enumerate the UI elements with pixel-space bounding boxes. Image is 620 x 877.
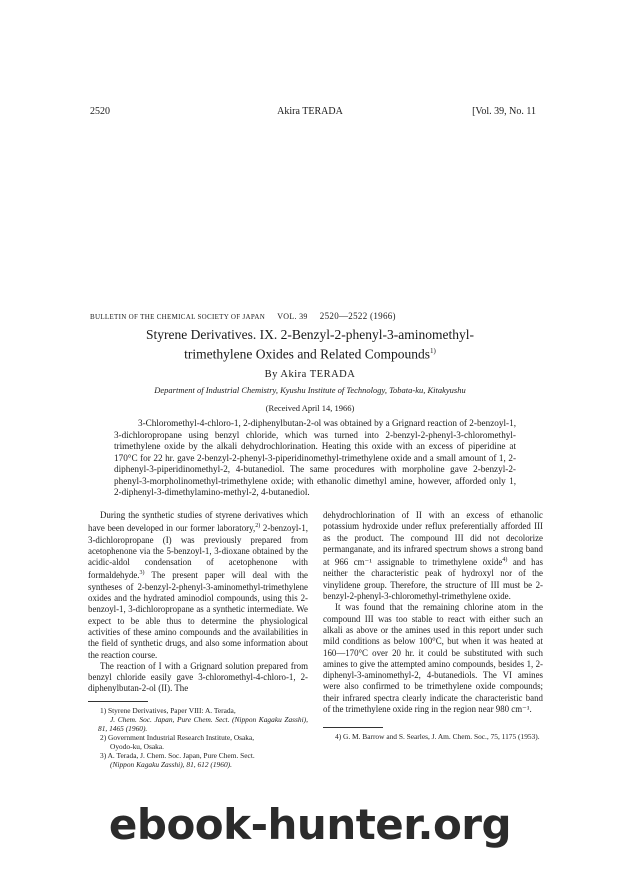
abstract: 3-Chloromethyl-4-chloro-1, 2-diphenylbutan-2-ol was obtained by a Grignard reaction of 2-benzoyl-1, 3-dichloropropane using benzyl chloride, which was turned into 2-benzyl-2-phenyl-3-chloromethyl-trimethylene oxide by the alkali dehydrochlorination. Heating this oxide with an excess of piperidine at 170°C for 22 hr. gave 2-benzyl-2-phenyl-3-piperidinomethyl-trimethylene oxide and a small amount of 1, 2-diphenyl-3-piperidinomethyl-2, 4-butanediol. The same procedures with morpholine gave 2-benzyl-2-phenyl-3-morpholinomethyl-trimethylene oxide; with ethanolic dimethyl amine, however, afforded only 1, 2-diphenyl-3-dimethylamino-methyl-2, 4-butanediol. (114, 418, 516, 497)
footnote-2-a: 2) Government Industrial Research Institute, Osaka, (100, 732, 255, 742)
footnote-1-a: 1) Styrene Derivatives, Paper VIII: A. Terada, (100, 705, 236, 715)
footnote-3-a: 3) A. Terada, J. Chem. Soc. Japan, Pure Chem. Sect. (100, 750, 255, 760)
affiliation: Department of Industrial Chemistry, Kyushu Institute of Technology, Tobata-ku, Kitakyushu (154, 385, 466, 395)
title-footnote-mark: 1) (430, 347, 436, 355)
journal-line (90, 311, 396, 321)
left-paragraph-1: During the synthetic studies of styrene derivatives which have been developed in our former laboratory,$^{2)}$ 2-benzoyl-1, 3-dichloropropane (I) was previously prepared from acetophenone via the 5-benzoyl-1, 3-dioxane obtained by the acidic-aldol condensation of acetophenone with formaldehyde.$^{3)}$ The present paper will deal with the syntheses of 2-benzyl-2-phenyl-3-aminomethyl-trimethylene oxides and the hydrated aminodiol compounds, using this 2-benzoyl-1, 3-dichloropropane as a synthetic intermediate. We expect to be able thus to determine the physiological activities of these amino compounds and the availabilities in the field of synthetic drugs, and also some information about the reaction course. (88, 510, 308, 660)
article-title (60, 326, 560, 363)
footnote-1-b: J. Chem. Soc. Japan, Pure Chem. Sect. (Nippon Kagaku Zasshi), 81, 1465 (1960). (98, 714, 308, 733)
footnote-2-b: Oyodo-ku, Osaka. (110, 741, 164, 751)
title-line-2: trimethylene Oxides and Related Compounds (184, 346, 431, 362)
running-header-author: Akira TERADA (277, 106, 343, 117)
received-date: (Received April 14, 1966) (265, 403, 355, 413)
footnote-4: 4) G. M. Barrow and S. Searles, J. Am. Chem. Soc., 75, 1175 (1953). (335, 732, 540, 742)
left-paragraph-2: The reaction of I with a Grignard solution prepared from benzyl chloride easily gave 3-chloromethyl-4-chloro-1, 2-diphenylbutan-2-ol (II). The (88, 660, 308, 694)
footnote-3-b: (Nippon Kagaku Zasshi), 81, 612 (1960). (110, 759, 232, 769)
title-line-1: Styrene Derivatives. IX. 2-Benzyl-2-phenyl-3-aminomethyl- (145, 327, 475, 342)
right-paragraph-1: dehydrochlorination of II with an excess of ethanolic potassium hydroxide under reflux preferentially afforded III as the product. The compound III did not decolorize permanganate, and its infrared spectrum shows a strong band at 966 cm⁻¹ assignable to trimethylene oxide$^{4)}$ and has neither the characteristic peak of hydroxyl nor of the vinylidene group. Therefore, the structure of III must be 2-benzyl-2-phenyl-3-chloromethyl-trimethylene oxide. (323, 510, 543, 602)
right-column (323, 510, 543, 741)
footnote-rule-right (323, 727, 383, 728)
journal-name: BULLETIN OF THE CHEMICAL SOCIETY OF JAPAN (90, 313, 266, 321)
right-paragraph-2: It was found that the remaining chlorine atom in the compound III was too stable to react with either such an alkali as above or the amines used in this report under such mild conditions as below 100°C, but when it was heated at 160—170°C over 20 hr. it could be substituted with such amines to give the attempted amino compounds, besides 1, 2-diphenyl-3-aminomethyl-2, 4-butanediols. The VI amines were also confirmed to be trimethylene oxide compounds; their infrared spectra clearly indicate the characteristic band of the trimethylene oxide ring in the region near 980 cm⁻¹. (323, 602, 543, 715)
byline: By Akira TERADA (264, 369, 356, 380)
left-column (88, 510, 308, 769)
watermark-text: ebook-hunter.org (108, 800, 512, 849)
running-header-volume: [Vol. 39, No. 11 (472, 106, 536, 117)
running-header-page-number: 2520 (90, 106, 110, 117)
journal-volume: VOL. 39 (277, 312, 308, 321)
footnote-rule (88, 701, 148, 702)
journal-pages: 2520—2522 (1966) (319, 311, 396, 321)
